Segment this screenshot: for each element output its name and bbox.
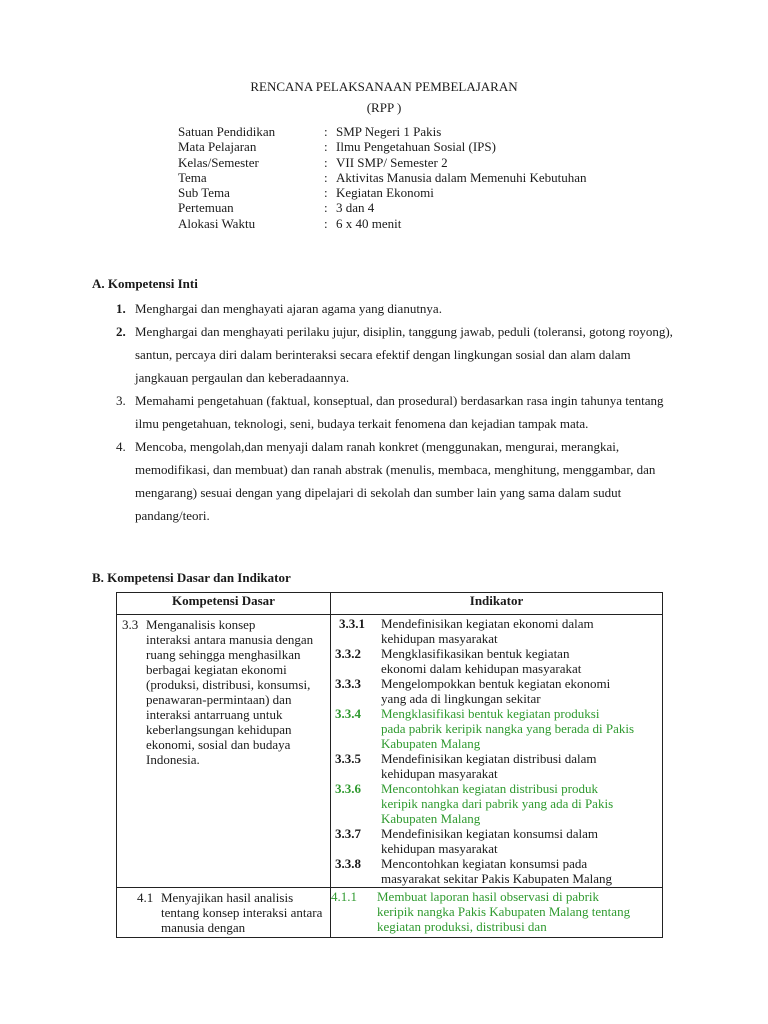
- indicator-cell-4-1: [331, 888, 663, 938]
- indicator-number: 3.3.7: [335, 826, 361, 841]
- identity-block: [178, 124, 587, 231]
- indicator-line-2: kehidupan masyarakat: [381, 841, 498, 856]
- list-item-number: 2.: [116, 324, 126, 339]
- indicator-item: [335, 706, 658, 751]
- meta-value: Kegiatan Ekonomi: [336, 185, 434, 201]
- indicator-line-1: Mengelompokkan bentuk kegiatan ekonomi: [381, 676, 611, 691]
- indicator-item: [335, 781, 658, 826]
- indicator-line-2: kehidupan masyarakat: [381, 631, 498, 646]
- list-item: [116, 320, 686, 389]
- list-item: [116, 297, 686, 320]
- kd-cell-4-1: [117, 888, 331, 938]
- meta-colon: :: [324, 139, 328, 155]
- document-subtitle: (RPP ): [366, 100, 402, 115]
- meta-value: VII SMP/ Semester 2: [336, 154, 448, 170]
- indicator-line-2: yang ada di lingkungan sekitar: [381, 691, 541, 706]
- header-kompetensi-dasar: Kompetensi Dasar: [117, 593, 331, 615]
- indicator-line-1: Mendefinisikan kegiatan ekonomi dalam: [381, 616, 594, 631]
- indicator-item: [335, 676, 658, 706]
- indicator-line-1: Mencontohkan kegiatan konsumsi pada: [381, 856, 588, 871]
- table-row: [117, 615, 663, 888]
- kd-cell-3-3: [117, 615, 331, 888]
- indicator-line-2: keripik nangka Pakis Kabupaten Malang tentang kegiatan produksi, distribusi dan: [377, 904, 631, 934]
- section-a-heading: A. Kompetensi Inti: [92, 276, 198, 291]
- kd-text-first: Menganalisis konsep: [146, 617, 256, 632]
- meta-colon: :: [324, 154, 328, 170]
- kd-text-rest: tentang konsep interaksi antara manusia dengan: [161, 905, 323, 935]
- header-indikator: Indikator: [331, 593, 663, 615]
- meta-row: [178, 200, 587, 215]
- indicator-line-2: keripik nangka dari pabrik yang ada di Pakis Kabupaten Malang: [381, 796, 614, 826]
- section-b-heading: B. Kompetensi Dasar dan Indikator: [92, 570, 291, 585]
- list-item-text: Mencoba, mengolah,dan menyaji dalam ranah konkret (menggunakan, mengurai, merangkai, memodifikasi, dan membuat) dan ranah abstrak (menulis, membaca, menghitung, menggambar, dan mengarang) sesuai dengan yang dipelajari di sekolah dan sumber lain yang sama dalam sudut pandang/teori.: [135, 439, 656, 523]
- table-header-row: [117, 593, 663, 615]
- kompetensi-inti-list: [116, 297, 686, 527]
- meta-label: Mata Pelajaran: [178, 139, 257, 155]
- kd-text-rest: interaksi antara manusia dengan ruang sehingga menghasilkan berbagai kegiatan ekonomi (produksi, distribusi, konsumsi, penawaran-permintaan) dan interaksi antarruang untuk keberlangsungan kehidupan ekonomi, sosial dan budaya Indonesia.: [146, 632, 314, 767]
- meta-row: [178, 216, 587, 231]
- list-item: [116, 389, 686, 435]
- indicator-line-1: Mendefinisikan kegiatan konsumsi dalam: [381, 826, 598, 841]
- meta-label: Sub Tema: [178, 185, 230, 201]
- kd-text-first: Menyajikan hasil analisis: [161, 890, 294, 905]
- indicator-line-2: pada pabrik keripik nangka yang berada di Pakis Kabupaten Malang: [381, 721, 635, 751]
- meta-colon: :: [324, 185, 328, 201]
- indicator-number: 3.3.8: [335, 856, 361, 871]
- indicator-item: [335, 751, 658, 781]
- indicator-line-1: Mengklasifikasi bentuk kegiatan produksi: [381, 706, 600, 721]
- meta-value: SMP Negeri 1 Pakis: [336, 124, 442, 139]
- meta-row: [178, 185, 587, 200]
- indicator-line-2: kehidupan masyarakat: [381, 766, 498, 781]
- indicator-item: [331, 889, 658, 934]
- meta-colon: :: [324, 169, 328, 185]
- indicator-cell-3-3: [331, 615, 663, 888]
- meta-value: 3 dan 4: [336, 200, 375, 216]
- list-item-text: Memahami pengetahuan (faktual, konseptual, dan prosedural) berdasarkan rasa ingin tahunya tentang ilmu pengetahuan, teknologi, seni, budaya terkait fenomena dan kejadian tampak mata.: [135, 393, 664, 431]
- indicator-line-1: Mendefinisikan kegiatan distribusi dalam: [381, 751, 597, 766]
- kd-number: 4.1: [137, 890, 154, 905]
- meta-label: Satuan Pendidikan: [178, 124, 276, 139]
- indicator-number: 3.3.4: [335, 706, 361, 721]
- indicator-number: 3.3.5: [335, 751, 361, 766]
- meta-label: Kelas/Semester: [178, 154, 259, 170]
- indicator-item: [335, 646, 658, 676]
- indicator-line-1: Mengklasifikasikan bentuk kegiatan: [381, 646, 570, 661]
- meta-colon: :: [324, 124, 328, 139]
- indicator-item: [335, 856, 658, 886]
- list-item-number: 1.: [116, 301, 126, 316]
- meta-row: [178, 155, 587, 170]
- indicator-item: [335, 826, 658, 856]
- indicator-number: 3.3.2: [335, 646, 361, 661]
- kd-indicator-table: [116, 592, 663, 938]
- meta-label: Tema: [178, 169, 207, 185]
- table-row: [117, 888, 663, 938]
- meta-label: Pertemuan: [178, 200, 234, 216]
- list-item-number: 4.: [116, 439, 126, 454]
- meta-value: 6 x 40 menit: [336, 215, 402, 231]
- meta-value: Aktivitas Manusia dalam Memenuhi Kebutuhan: [336, 169, 587, 185]
- meta-row: [178, 170, 587, 185]
- indicator-line-2: ekonomi dalam kehidupan masyarakat: [381, 661, 582, 676]
- indicator-number: 3.3.6: [335, 781, 361, 796]
- meta-label: Alokasi Waktu: [178, 215, 256, 231]
- indicator-line-1: Mencontohkan kegiatan distribusi produk: [381, 781, 598, 796]
- meta-row: [178, 139, 587, 154]
- list-item-number: 3.: [116, 393, 126, 408]
- kd-number: 3.3: [122, 617, 139, 632]
- meta-colon: :: [324, 200, 328, 216]
- document-title: RENCANA PELAKSANAAN PEMBELAJARAN: [250, 79, 518, 94]
- indicator-item: [335, 616, 658, 646]
- meta-value: Ilmu Pengetahuan Sosial (IPS): [336, 139, 496, 155]
- meta-colon: :: [324, 215, 328, 231]
- list-item-text: Menghargai dan menghayati ajaran agama yang dianutnya.: [135, 301, 442, 316]
- list-item: [116, 435, 686, 527]
- indicator-number: 3.3.1: [339, 616, 365, 631]
- indicator-line-2: masyarakat sekitar Pakis Kabupaten Malang: [381, 871, 613, 886]
- indicator-line-1: Membuat laporan hasil observasi di pabrik: [377, 889, 600, 904]
- indicator-number: 3.3.3: [335, 676, 361, 691]
- list-item-text: Menghargai dan menghayati perilaku jujur, disiplin, tanggung jawab, peduli (toleransi, gotong royong), santun, percaya diri dalam berinteraksi secara efektif dengan lingkungan sosial dan alam dalam jangkauan pergaulan dan keberadaannya.: [135, 324, 673, 385]
- meta-row: [178, 124, 587, 139]
- indicator-number: 4.1.1: [331, 889, 357, 904]
